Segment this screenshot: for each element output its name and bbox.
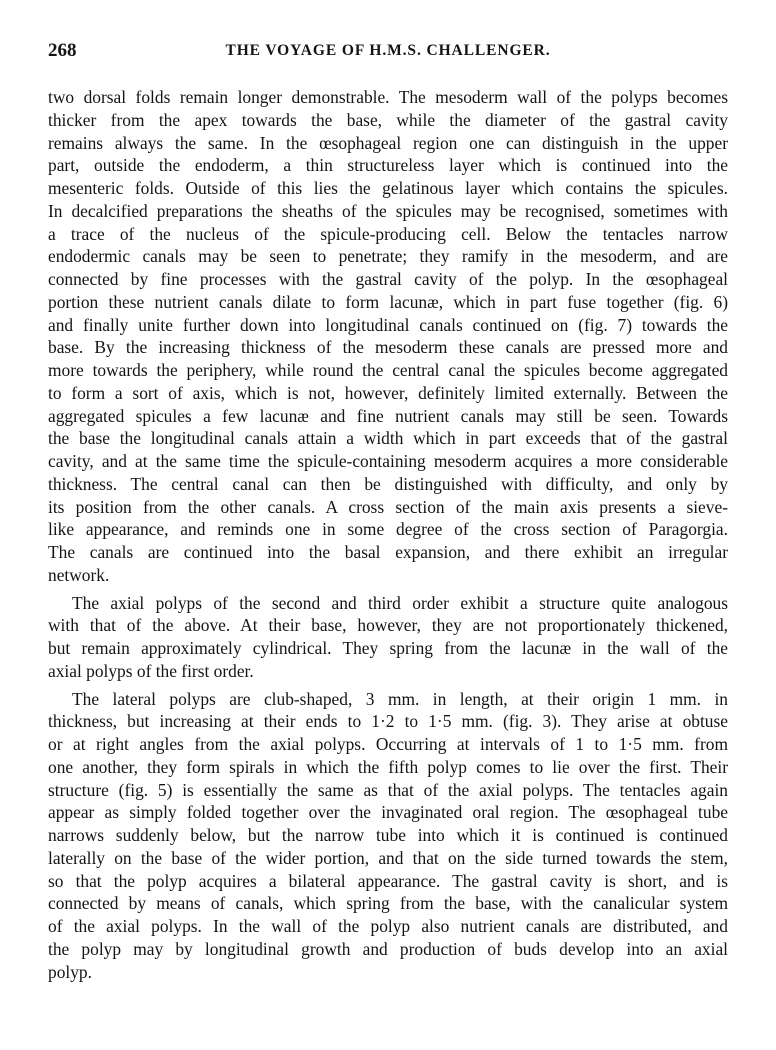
text-line: laterally on the base of the wider portion, and that on the side turned towards the stem, bbox=[48, 847, 728, 868]
text-line: thickness, but increasing at their ends to 1·2 to 1·5 mm. (fig. 3). They arise at obtuse bbox=[48, 711, 728, 732]
paragraph bbox=[48, 688, 728, 984]
body-text bbox=[48, 86, 728, 988]
text-line: to form a sort of axis, which is not, however, definitely limited externally. Between the bbox=[48, 382, 728, 403]
text-line: with that of the above. At their base, however, they are not proportionately thickened, bbox=[48, 615, 728, 636]
running-title: THE VOYAGE OF H.M.S. CHALLENGER. bbox=[225, 42, 551, 59]
text-line: like appearance, and reminds one in some degree of the cross section of Paragorgia. bbox=[48, 519, 728, 540]
paragraph bbox=[48, 592, 728, 683]
text-line: mesenteric folds. Outside of this lies the gelatinous layer which contains the spicules. bbox=[48, 178, 728, 198]
text-line: part, outside the endoderm, a thin structureless layer which is continued into the bbox=[48, 155, 728, 176]
running-header bbox=[48, 40, 728, 66]
text-line: remains always the same. In the œsophageal region one can distinguish in the upper bbox=[48, 132, 728, 153]
text-line: connected by fine processes with the gastral cavity of the polyp. In the œsophageal bbox=[48, 269, 728, 289]
text-line: portion these nutrient canals dilate to form lacunæ, which in part fuse together (fig. 6) bbox=[48, 291, 728, 312]
text-line: of the axial polyps. In the wall of the polyp also nutrient canals are distributed, and bbox=[48, 916, 728, 936]
text-line: but remain approximately cylindrical. They spring from the lacunæ in the wall of the bbox=[48, 638, 728, 658]
text-line: The canals are continued into the basal expansion, and there exhibit an irregular bbox=[48, 542, 728, 562]
text-line: endodermic canals may be seen to penetrate; they ramify in the mesoderm, and are bbox=[48, 246, 728, 267]
text-line: structure (fig. 5) is essentially the same as that of the axial polyps. The tentacles again bbox=[48, 779, 728, 800]
text-line: connected by means of canals, which spring from the base, with the canalicular system bbox=[48, 893, 728, 914]
text-line: its position from the other canals. A cross section of the main axis presents a sieve- bbox=[48, 496, 728, 517]
text-line: appear as simply folded together over the invaginated oral region. The œsophageal tube bbox=[48, 802, 728, 823]
text-line: the base the longitudinal canals attain a width which in part exceeds that of the gastral bbox=[48, 428, 728, 449]
text-line: one another, they form spirals in which the fifth polyp comes to lie over the first. Their bbox=[48, 756, 728, 777]
text-line: polyp. bbox=[48, 961, 92, 982]
text-line: aggregated spicules a few lacunæ and fine nutrient canals may still be seen. Towards bbox=[48, 405, 728, 426]
text-line: the polyp may by longitudinal growth and production of buds develop into an axial bbox=[48, 938, 728, 959]
text-line: The axial polyps of the second and third order exhibit a structure quite analogous bbox=[72, 592, 728, 613]
text-line: and finally unite further down into longitudinal canals continued on (fig. 7) towards the bbox=[48, 314, 728, 335]
paragraph bbox=[48, 86, 728, 587]
page-number: 268 bbox=[48, 40, 77, 61]
text-line: narrows suddenly below, but the narrow tube into which it is continued is continued bbox=[48, 825, 728, 845]
text-line: two dorsal folds remain longer demonstrable. The mesoderm wall of the polyps becomes bbox=[48, 87, 728, 107]
text-line: so that the polyp acquires a bilateral appearance. The gastral cavity is short, and is bbox=[48, 870, 728, 891]
text-line: cavity, and at the same time the spicule-containing mesoderm acquires a more considerable bbox=[48, 451, 728, 471]
text-line: network. bbox=[48, 564, 110, 585]
text-line: a trace of the nucleus of the spicule-producing cell. Below the tentacles narrow bbox=[48, 223, 728, 244]
text-line: thicker from the apex towards the base, while the diameter of the gastral cavity bbox=[48, 109, 728, 130]
text-line: base. By the increasing thickness of the mesoderm these canals are pressed more and bbox=[48, 337, 728, 358]
text-line: axial polyps of the first order. bbox=[48, 660, 254, 681]
text-line: more towards the periphery, while round the central canal the spicules become aggregated bbox=[48, 360, 728, 380]
text-line: The lateral polyps are club-shaped, 3 mm. in length, at their origin 1 mm. in bbox=[72, 688, 728, 709]
text-line: thickness. The central canal can then be distinguished with difficulty, and only by bbox=[48, 473, 728, 494]
text-line: or at right angles from the axial polyps. Occurring at intervals of 1 to 1·5 mm. from bbox=[48, 734, 728, 754]
text-line: In decalcified preparations the sheaths of the spicules may be recognised, sometimes with bbox=[48, 200, 728, 221]
